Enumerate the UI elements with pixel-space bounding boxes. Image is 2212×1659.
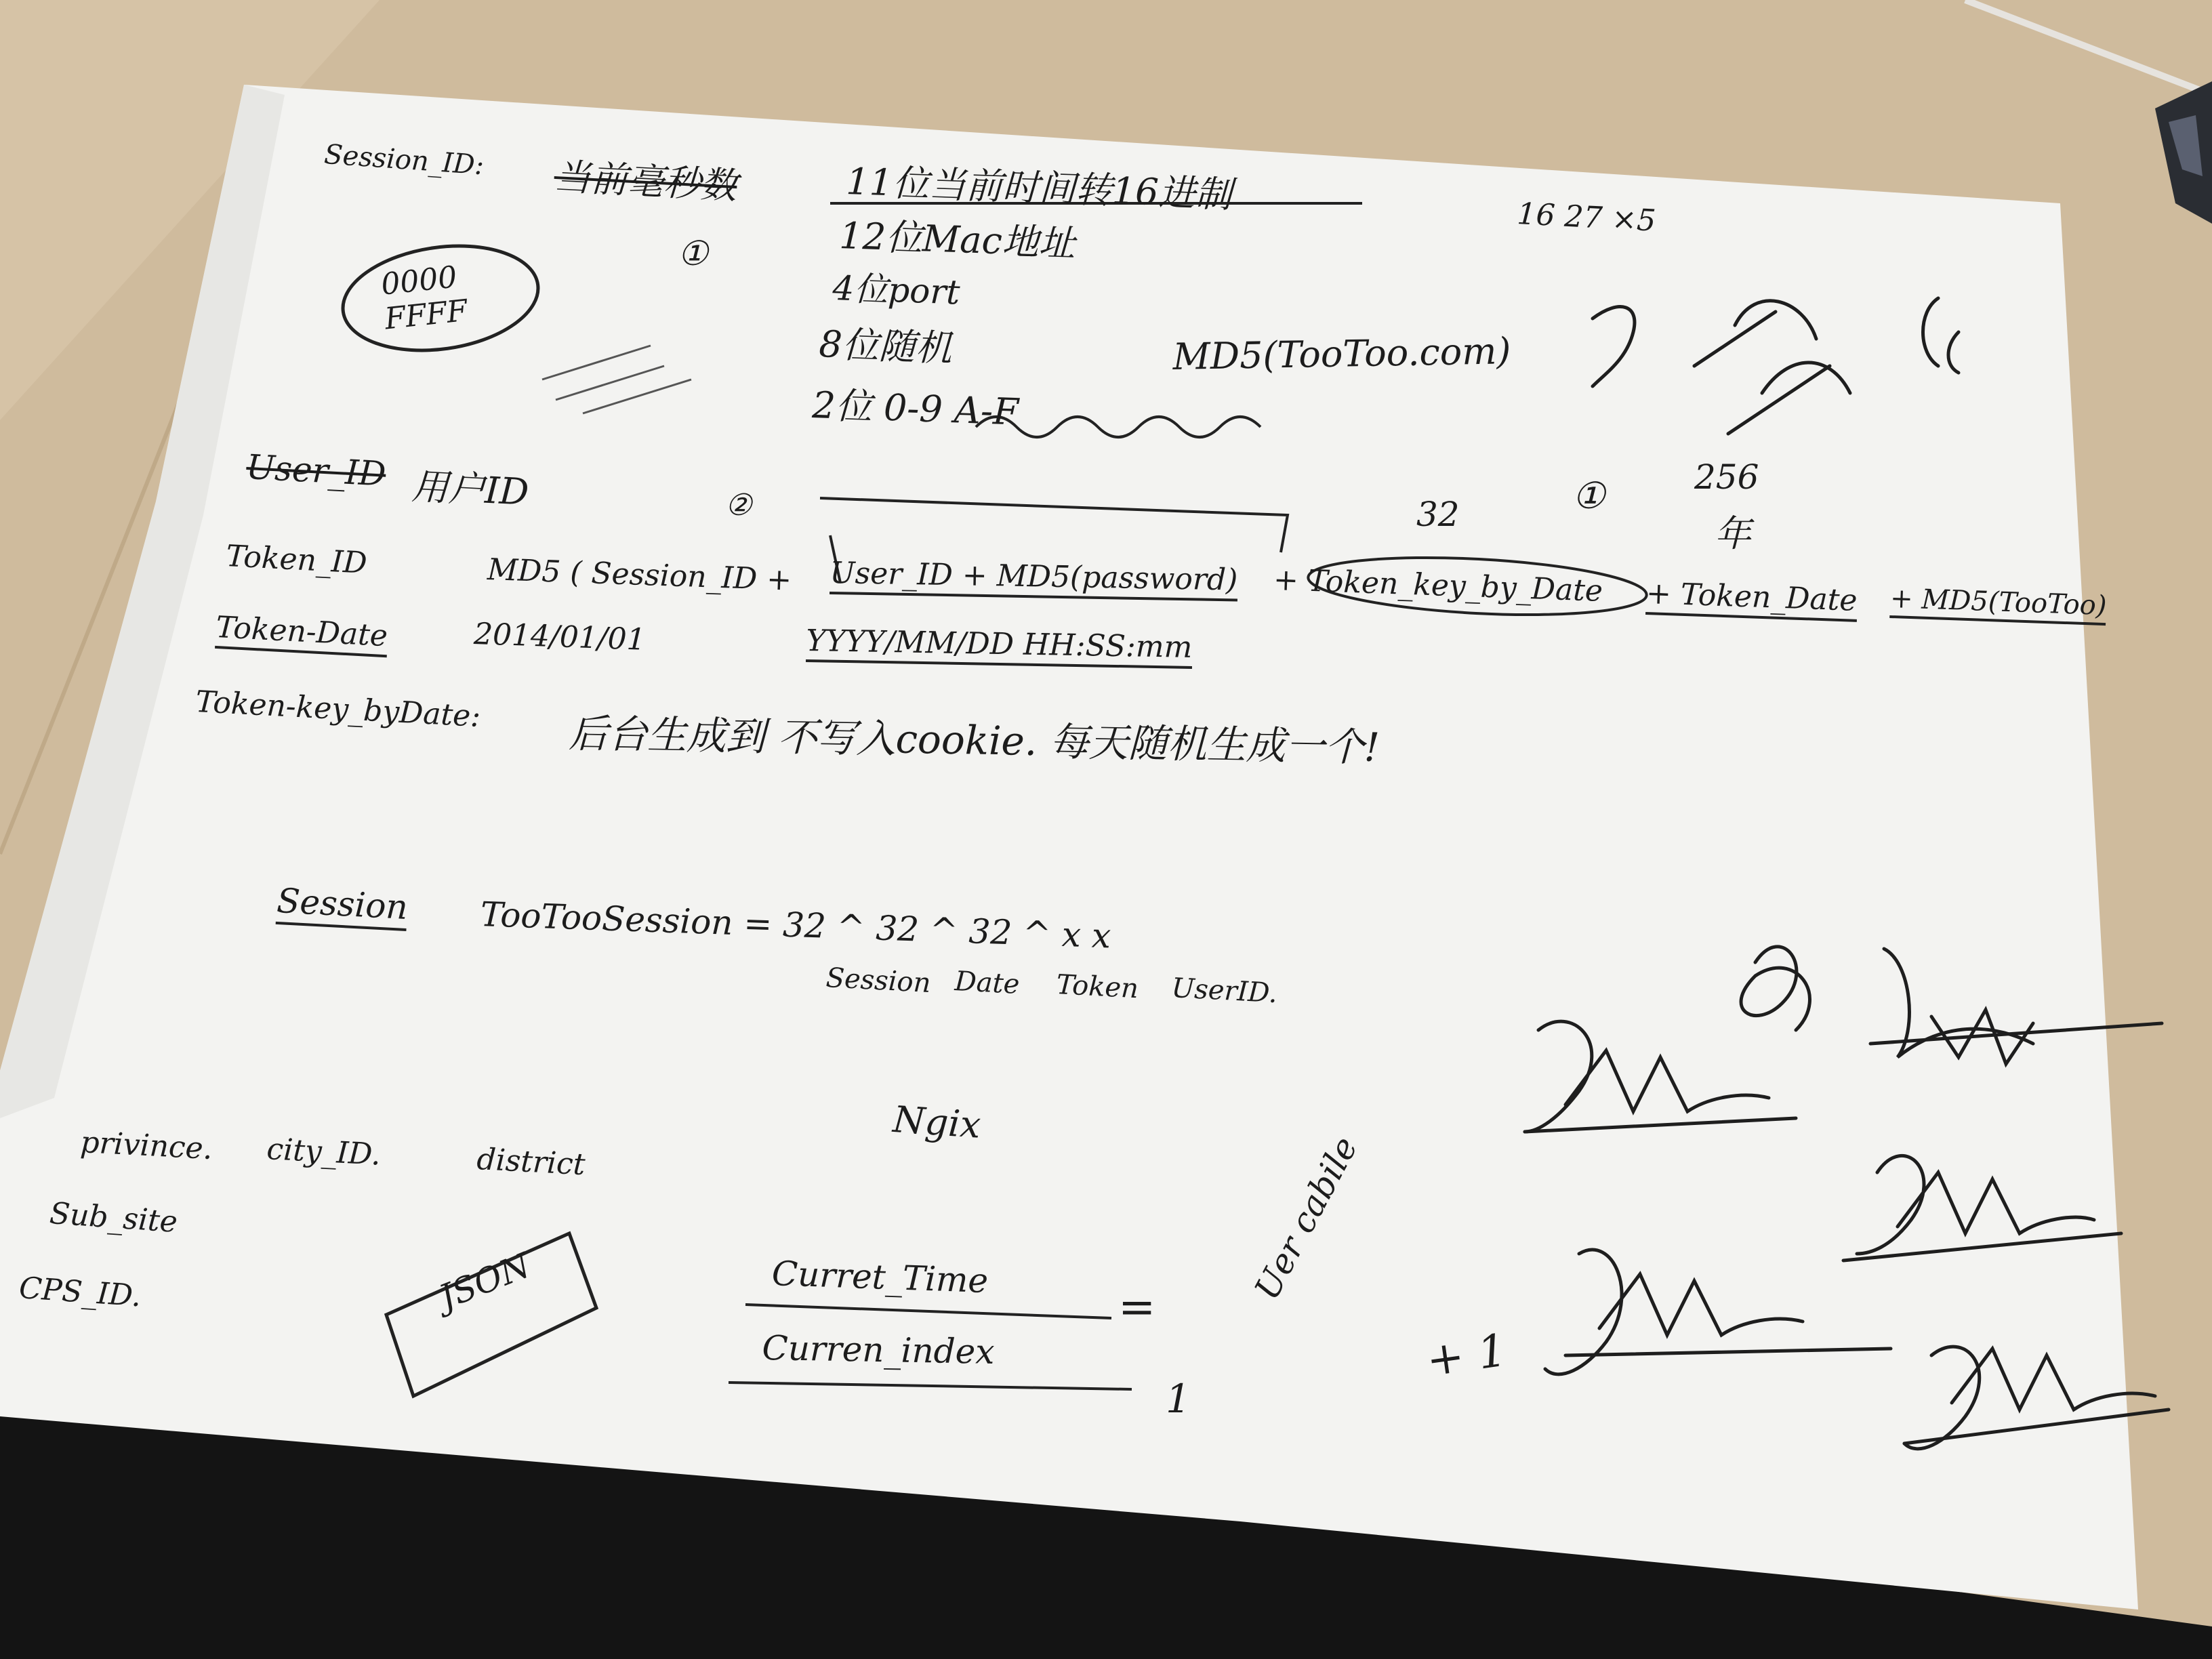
privince: privince.	[79, 1125, 213, 1167]
one: 1	[1166, 1376, 1191, 1422]
session-part-token: Token	[1055, 969, 1140, 1005]
circle-one-right: ①	[1572, 474, 1605, 517]
circle-two: ②	[725, 488, 752, 523]
top-right-numbers: 16 27 ×5	[1516, 197, 1657, 239]
token-key-label: Token-key_byDate:	[194, 684, 482, 734]
line-2-hex: 2位 0-9 A-F	[811, 383, 1019, 434]
equals-sign: =	[1118, 1281, 1156, 1333]
session-id-label: Session_ID:	[323, 139, 485, 182]
line-12-mac: 12位Mac地址	[838, 213, 1076, 266]
plus-one: + 1	[1423, 1324, 1510, 1387]
session-part-date: Date	[954, 966, 1021, 1000]
token-date-value: 2014/01/01	[473, 617, 647, 657]
token-key-text: 后台生成到 不写入cookie. 每天随机生成一个!	[568, 710, 1380, 771]
city-id: city_ID.	[266, 1132, 382, 1172]
session-part-userid: UserID.	[1170, 972, 1278, 1010]
ngix: Ngix	[891, 1098, 983, 1147]
char-year: 年	[1715, 512, 1751, 555]
curret-time: Curret_Time	[771, 1254, 989, 1301]
session-formula: TooTooSession = 32 ^ 32 ^ 32 ^ x x	[479, 895, 1112, 956]
uer-cabile: Uer cabile	[1247, 1130, 1366, 1307]
token-id-formula-2: User_ID + MD5(password)	[830, 556, 1238, 601]
json-text: JSON	[434, 1245, 536, 1317]
user-id-value: 用户ID	[411, 464, 530, 514]
md5-tootoo: MD5(TooToo.com)	[1172, 329, 1511, 378]
cps-id: CPS_ID.	[18, 1271, 143, 1314]
session-id-struck: 当前毫秒数	[553, 155, 739, 208]
sub-site: Sub_site	[48, 1196, 179, 1240]
token-id-formula-1: MD5 ( Session_ID +	[487, 552, 792, 598]
oval-text: 0000 FFFF	[380, 260, 470, 337]
number-32: 32	[1416, 495, 1460, 534]
district: district	[476, 1142, 586, 1183]
token-id-label: Token_ID	[225, 539, 368, 581]
user-id-label: User_ID	[245, 447, 387, 494]
line-4-port: 4位port	[832, 268, 961, 312]
circle-one-top: ①	[678, 234, 708, 273]
token-date-format: YYYY/MM/DD HH:SS:mm	[806, 623, 1193, 669]
token-id-formula-4: + Token_Date	[1645, 576, 1858, 622]
token-id-formula-3: + Token_key_by_Date	[1273, 562, 1603, 609]
line-11-digits: 11位当前时间转16进制	[845, 159, 1233, 216]
curren-index: Curren_index	[761, 1328, 995, 1372]
number-256: 256	[1694, 457, 1759, 497]
token-id-formula-5: + MD5(TooToo)	[1889, 583, 2107, 626]
line-8-random: 8位随机	[818, 322, 953, 370]
token-date-label: Token-Date	[215, 610, 388, 657]
session-label: Session	[276, 881, 409, 931]
session-part-session: Session	[825, 962, 932, 1000]
